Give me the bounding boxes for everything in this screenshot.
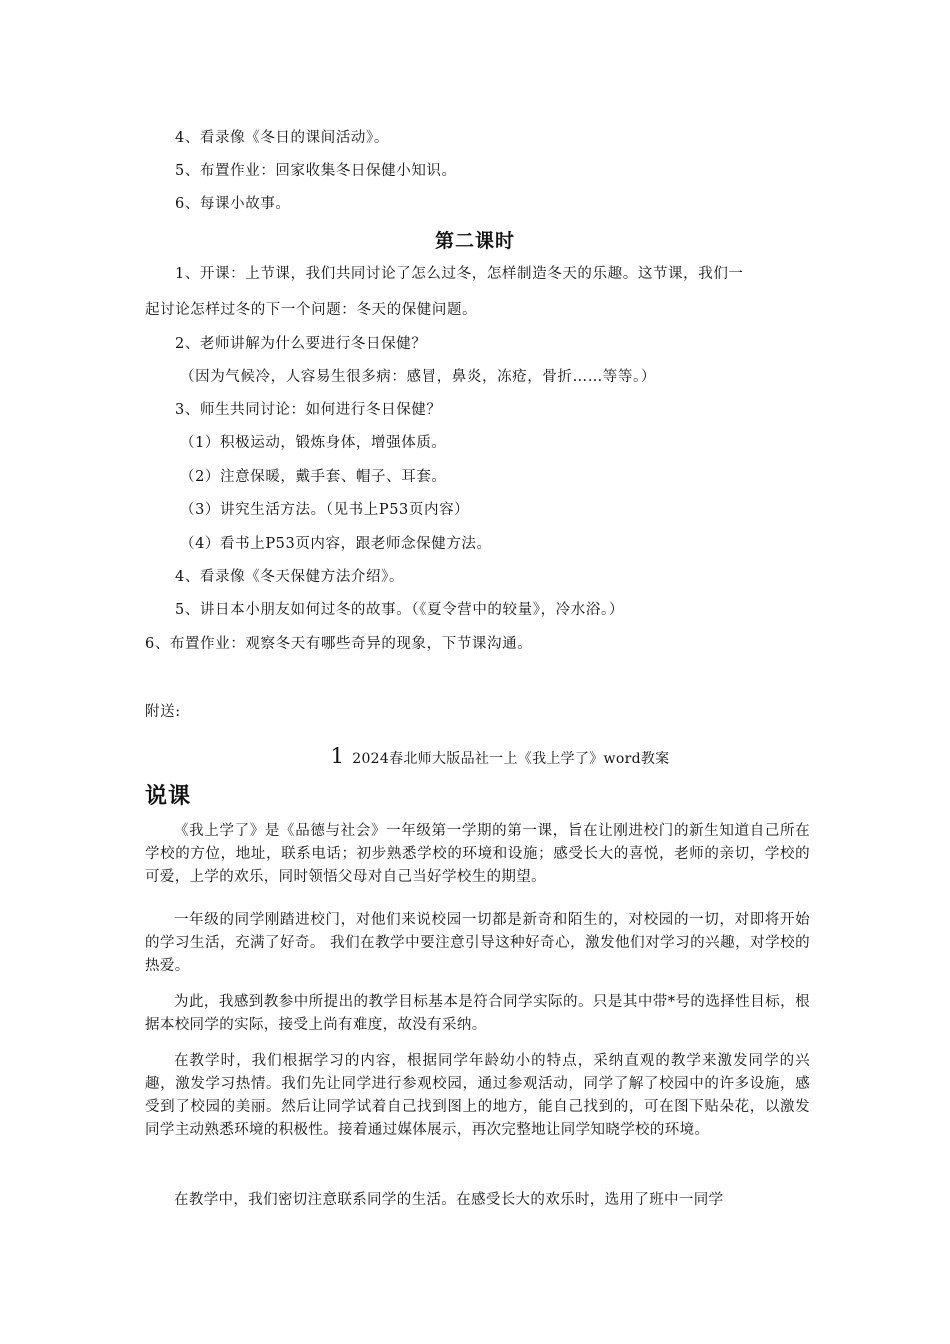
list-item: 6、布置作业：观察冬天有哪些奇异的现象，下节课沟通。 [145, 636, 533, 652]
document-title-text: 2024春北师大版品社一上《我上学了》word教案 [352, 751, 670, 767]
list-item: （3）讲究生活方法。（见书上P53页内容） [180, 502, 470, 518]
paragraph: 在教学中，我们密切注意联系同学的生活。在感受长大的欢乐时，选用了班中一同学 [174, 1192, 724, 1208]
list-item: 2、老师讲解为什么要进行冬日保健？ [175, 336, 427, 352]
section-title: 第二课时 [434, 230, 515, 252]
list-item: 4、看录像《冬天保健方法介绍》。 [175, 569, 405, 585]
list-item: 起讨论怎样过冬的下一个问题：冬天的保健问题。 [145, 302, 478, 318]
list-item: （因为气候冷，人容易生很多病：感冒，鼻炎，冻疮，骨折……等等。） [180, 369, 656, 385]
list-item: （4）看书上P53页内容，跟老师念保健方法。 [180, 536, 492, 552]
list-item: 1、开课：上节课，我们共同讨论了怎么过冬，怎样制造冬天的乐趣。这节课，我们一 [175, 266, 744, 282]
list-item: （2）注意保暖，戴手套、帽子、耳套。 [180, 469, 447, 485]
document-number: 1 [330, 744, 345, 768]
list-item: （1）积极运动，锻炼身体，增强体质。 [180, 435, 447, 451]
list-item: 6、每课小故事。 [175, 196, 291, 212]
paragraph: 在教学时，我们根据学习的内容，根据同学年龄幼小的特点，采纳直观的教学来激发同学的兴趣，激发学习热情。我们先让同学进行参观校园，通过参观活动，同学了解了校园中的许多设施，感受到了校园的美丽。然后让同学试着自己找到图上的地方，能自己找到的，可在图下贴朵花，以激发同学主动熟悉环境的积极性。接着通过媒体展示，再次完整地让同学知晓学校的环境。 [145, 1053, 810, 1138]
document-title [0, 744, 950, 768]
section-heading: 说课 [145, 784, 192, 809]
paragraph: 《我上学了》是《品德与社会》一年级第一学期的第一课，旨在让刚进校门的新生知道自己所在学校的方位，地址，联系电话；初步熟悉学校的环境和设施；感受长大的喜悦，老师的亲切，学校的可爱，上学的欢乐，同时领悟父母对自己当好学校生的期望。 [145, 823, 810, 885]
list-item: 5、讲日本小朋友如何过冬的故事。（《夏令营中的较量》，冷水浴。） [175, 602, 624, 618]
list-item: 3、师生共同讨论：如何进行冬日保健？ [175, 402, 442, 418]
list-item: 5、布置作业：回家收集冬日保健小知识。 [175, 163, 457, 179]
appendix-label: 附送: [145, 704, 181, 720]
paragraph: 一年级的同学刚踏进校门，对他们来说校园一切都是新奇和陌生的，对校园的一切，对即将开始的学习生活，充满了好奇。 我们在教学中要注意引导这种好奇心，激发他们对学习的兴趣，对学校的热爱。 [145, 912, 810, 974]
paragraph: 为此，我感到教参中所提出的教学目标基本是符合同学实际的。只是其中带*号的选择性目标，根据本校同学的实际，接受上尚有难度，故没有采纳。 [145, 994, 810, 1033]
list-item: 4、看录像《冬日的课间活动》。 [175, 130, 389, 146]
